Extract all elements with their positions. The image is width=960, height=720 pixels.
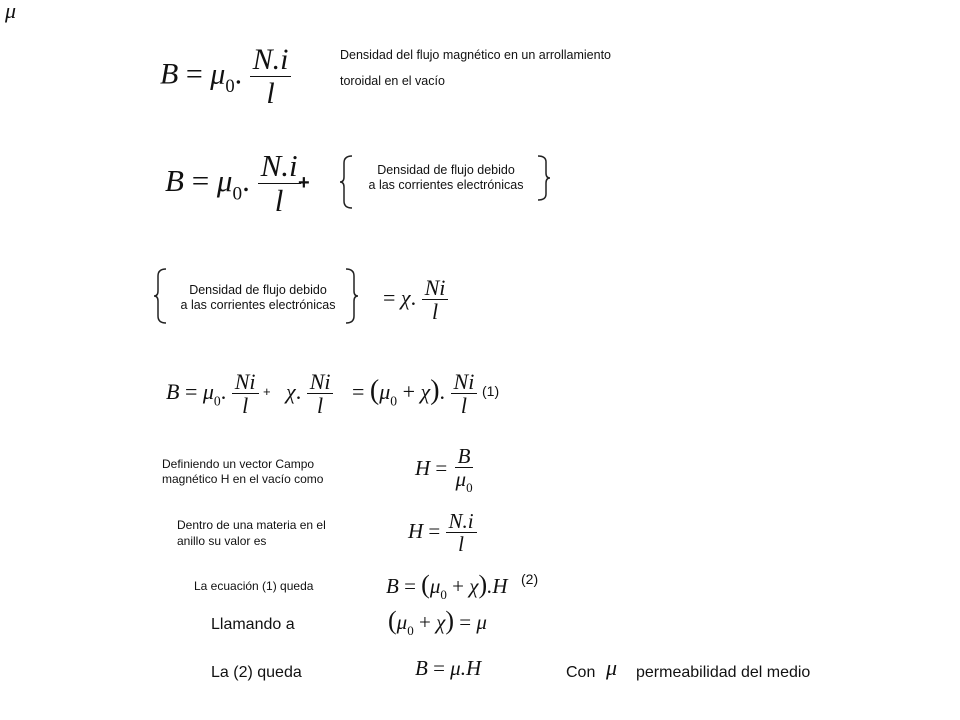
eq4-dot-3: .	[439, 379, 446, 405]
eq5-formula	[386, 570, 508, 603]
eq4-numerator-2: Ni	[307, 370, 334, 394]
eq5-text: La ecuación (1) queda	[194, 579, 314, 593]
eq4-equals: =	[184, 379, 198, 405]
eq4-mu: μ	[202, 379, 214, 405]
eq4-paren-close: )	[430, 375, 440, 407]
eq1-description-line1: Densidad del flujo magnético en un arrollamiento	[340, 48, 611, 62]
final-equals: =	[433, 656, 445, 680]
eq2-equals: =	[191, 162, 210, 198]
eq2-right-brace-icon	[537, 155, 551, 201]
eq2-denominator: l	[274, 182, 284, 218]
eq4-mu-2: μ	[379, 379, 391, 405]
eq2-mu: μ	[216, 162, 233, 198]
naming-paren-close: )	[445, 606, 454, 635]
eq4-fraction-1	[232, 370, 259, 418]
final-con: Con	[566, 664, 596, 681]
eq2-box-line2: a las corrientes electrónicas	[368, 178, 524, 192]
eq2-sub0: 0	[232, 183, 243, 205]
final-lhs: B	[415, 656, 428, 680]
eq1-sub0: 0	[225, 76, 235, 97]
eq4-paren-open: (	[369, 375, 380, 407]
eq5-label: (2)	[521, 571, 539, 587]
matter-h-denominator: l	[458, 532, 464, 557]
eq1-lhs: B	[160, 57, 179, 91]
eq4-numerator-3: Ni	[451, 370, 478, 394]
eq1-equals: =	[185, 57, 203, 91]
matter-h-numerator: N.i	[446, 510, 477, 533]
eq2-lhs: B	[165, 162, 184, 198]
eq4-fraction-2	[307, 370, 334, 418]
eq4-denominator-2: l	[317, 393, 324, 419]
matter-h-text-line2: anillo su valor es	[177, 534, 267, 548]
def-h-formula	[415, 445, 476, 495]
eq4-combined-term	[352, 370, 477, 418]
def-h-denominator	[453, 468, 476, 495]
eq5-plus: +	[452, 574, 464, 598]
eq4-chi: χ	[286, 379, 296, 405]
eq4-formula	[166, 370, 259, 418]
eq3-fraction	[422, 276, 449, 324]
eq3-chi: χ	[400, 285, 411, 311]
naming-sub0: 0	[407, 622, 414, 638]
eq1-fraction	[250, 44, 292, 110]
naming-mu: μ	[396, 610, 408, 634]
eq4-chi-2: χ	[420, 379, 431, 405]
final-tail: .H	[460, 656, 482, 680]
matter-h-fraction	[446, 510, 477, 556]
eq5-chi: χ	[469, 574, 479, 598]
eq3-denominator: l	[431, 299, 439, 325]
def-h-text-line2: magnético H en el vacío como	[162, 472, 324, 486]
def-h-numerator: B	[455, 445, 474, 468]
eq1-description-line2: toroidal en el vacío	[340, 74, 445, 88]
eq3-dot: .	[410, 285, 417, 311]
def-h-text-line1: Definiendo un vector Campo	[162, 457, 315, 471]
eq3-numerator: Ni	[422, 276, 449, 300]
eq2-numerator: N.i	[258, 150, 301, 184]
def-h-lhs: H	[415, 455, 431, 480]
def-h-equals: =	[435, 455, 448, 480]
eq1-denominator: l	[266, 76, 275, 110]
eq5-sub0: 0	[440, 586, 447, 602]
eq4-denominator-3: l	[460, 393, 467, 419]
eq4-dot: .	[220, 379, 227, 405]
eq2-box-line1: Densidad de flujo debido	[377, 163, 515, 177]
eq3-formula	[383, 276, 448, 324]
naming-equals: =	[459, 610, 472, 634]
eq2-plus-sign: +	[298, 172, 310, 194]
final-mu-symbol: μ	[606, 655, 618, 680]
eq3-left-brace-icon	[154, 268, 168, 324]
matter-h-lhs: H	[408, 518, 424, 543]
eq5-lhs: B	[386, 574, 399, 598]
header-mu-symbol: μ	[5, 0, 17, 23]
naming-paren-open: (	[388, 606, 397, 635]
eq4-fraction-3	[451, 370, 478, 418]
eq1-dot: .	[234, 57, 243, 91]
naming-chi: χ	[436, 610, 446, 634]
eq4-lhs: B	[166, 379, 180, 405]
final-formula	[415, 656, 481, 681]
def-h-fraction	[453, 445, 476, 495]
eq2-left-brace-icon	[340, 155, 354, 209]
eq1-formula	[160, 44, 291, 110]
eq4-chi-dot: .	[295, 379, 302, 405]
eq4-chi-term	[286, 370, 333, 418]
final-description: permeabilidad del medio	[636, 664, 811, 681]
eq4-plus-sign: +	[263, 384, 271, 399]
def-h-sub0: 0	[466, 479, 473, 495]
eq5-equals: =	[404, 574, 416, 598]
eq3-equals: =	[383, 285, 396, 311]
def-h-mu: μ	[455, 467, 467, 492]
eq5-mu: μ	[429, 574, 441, 598]
naming-formula	[388, 606, 487, 639]
eq2-fraction	[258, 150, 301, 218]
eq3-right-brace-icon	[345, 268, 359, 324]
eq5-tail: .H	[487, 574, 508, 598]
final-text: La (2) queda	[211, 664, 302, 681]
matter-h-equals: =	[428, 518, 441, 543]
eq5-paren-open: (	[421, 570, 430, 599]
naming-plus: +	[418, 610, 431, 634]
eq1-mu: μ	[210, 57, 226, 91]
eq2-formula	[165, 150, 301, 218]
eq4-sub0-2: 0	[390, 393, 398, 409]
eq2-dot: .	[242, 162, 250, 198]
final-mu: μ	[450, 656, 461, 680]
eq4-denominator-1: l	[242, 393, 249, 419]
eq1-numerator: N.i	[250, 44, 292, 77]
naming-text: Llamando a	[211, 616, 295, 633]
eq4-plus-2: +	[402, 379, 416, 405]
eq3-box-line2: a las corrientes electrónicas	[180, 298, 336, 312]
naming-mu-rhs: μ	[476, 610, 487, 634]
matter-h-text-line1: Dentro de una materia en el	[177, 518, 326, 532]
eq4-numerator-1: Ni	[232, 370, 259, 394]
eq4-sub0: 0	[213, 393, 221, 409]
eq3-box-line1: Densidad de flujo debido	[189, 283, 327, 297]
eq4-label: (1)	[482, 383, 500, 399]
matter-h-formula	[408, 510, 477, 556]
eq5-paren-close: )	[478, 570, 488, 599]
eq4-equals-2: =	[352, 379, 365, 405]
